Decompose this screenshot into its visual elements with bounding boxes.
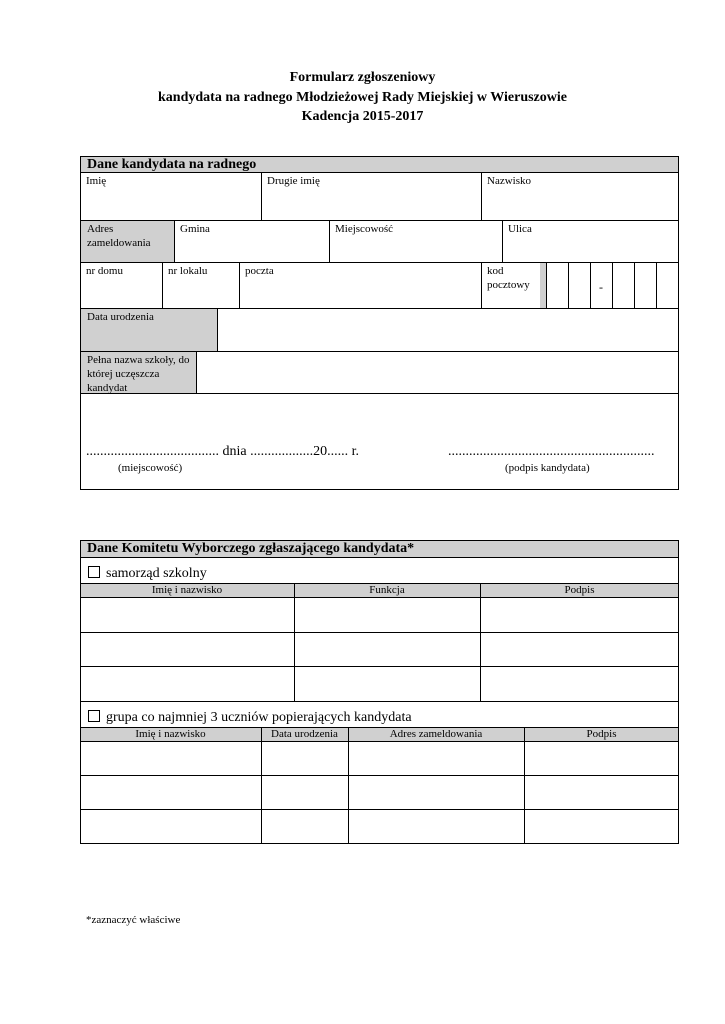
- postal-code-label: kod pocztowy: [487, 265, 530, 291]
- signature-caption: (podpis kandydata): [505, 462, 590, 474]
- col-header-signature: Podpis: [586, 728, 617, 740]
- col-header-birth-date: Data urodzenia: [271, 728, 338, 740]
- place-caption: (miejscowość): [118, 462, 183, 474]
- footnote: *zaznaczyć właściwe: [86, 914, 181, 926]
- house-no-field[interactable]: [80, 263, 162, 308]
- signature-line[interactable]: ...........................................................: [448, 444, 655, 459]
- form-title-line2: kandydata na radnego Młodzieżowej Rady Miejskiej w Wieruszowie: [158, 90, 567, 105]
- checkbox-icon[interactable]: [88, 566, 100, 578]
- option-student-group-label: grupa co najmniej 3 uczniów popierających kandydata: [106, 710, 412, 725]
- address-label: Adres zameldowania: [81, 221, 174, 262]
- col-header-signature: Podpis: [564, 584, 595, 596]
- table-row[interactable]: [81, 742, 678, 775]
- second-name-field[interactable]: [261, 173, 481, 220]
- post-label: poczta: [245, 265, 274, 277]
- form-title-line1: Formularz zgłoszeniowy: [289, 70, 436, 85]
- school-field[interactable]: [197, 352, 678, 393]
- surname-field[interactable]: [481, 173, 679, 220]
- col-header-name: Imię i nazwisko: [135, 728, 206, 740]
- locality-field[interactable]: [329, 221, 502, 262]
- commune-field[interactable]: [174, 221, 329, 262]
- postal-code-label-cell: [481, 263, 547, 308]
- house-no-label: nr domu: [86, 265, 123, 277]
- commune-label: Gmina: [180, 223, 210, 235]
- checkbox-icon[interactable]: [88, 710, 100, 722]
- col-header-function: Funkcja: [369, 584, 405, 596]
- birth-date-field[interactable]: [218, 309, 678, 351]
- school-label: Pełna nazwa szkoły, do której uczęszcza kandydat: [81, 352, 196, 393]
- postal-code-dash: -: [599, 280, 603, 294]
- option-student-group[interactable]: [88, 709, 412, 726]
- second-name-label: Drugie imię: [267, 175, 320, 187]
- col-header-address: Adres zameldowania: [389, 728, 483, 740]
- postal-code-input[interactable]: [547, 263, 678, 308]
- col-header-name: Imię i nazwisko: [151, 584, 223, 596]
- post-field[interactable]: [239, 263, 481, 308]
- flat-no-field[interactable]: [162, 263, 239, 308]
- committee-section-header: Dane Komitetu Wyborczego zgłaszającego kandydata*: [87, 541, 415, 556]
- option-school-council[interactable]: [88, 565, 207, 582]
- birth-date-label: Data urodzenia: [81, 309, 217, 351]
- table-row[interactable]: [81, 598, 678, 632]
- street-field[interactable]: [502, 221, 679, 262]
- locality-label: Miejscowość: [335, 223, 394, 235]
- table-row[interactable]: [81, 810, 678, 843]
- flat-no-label: nr lokalu: [168, 265, 208, 277]
- street-label: Ulica: [508, 223, 532, 235]
- first-name-field[interactable]: [80, 173, 261, 220]
- candidate-section-header: Dane kandydata na radnego: [87, 157, 257, 172]
- form-title-line3: Kadencja 2015-2017: [301, 109, 424, 124]
- table-row[interactable]: [81, 633, 678, 666]
- first-name-label: Imię: [86, 175, 107, 187]
- place-date-line[interactable]: ...................................... dnia ..................20...... r.: [86, 444, 359, 459]
- table-row[interactable]: [81, 776, 678, 809]
- option-school-council-label: samorząd szkolny: [106, 566, 207, 581]
- table-row[interactable]: [81, 667, 678, 701]
- surname-label: Nazwisko: [487, 175, 531, 187]
